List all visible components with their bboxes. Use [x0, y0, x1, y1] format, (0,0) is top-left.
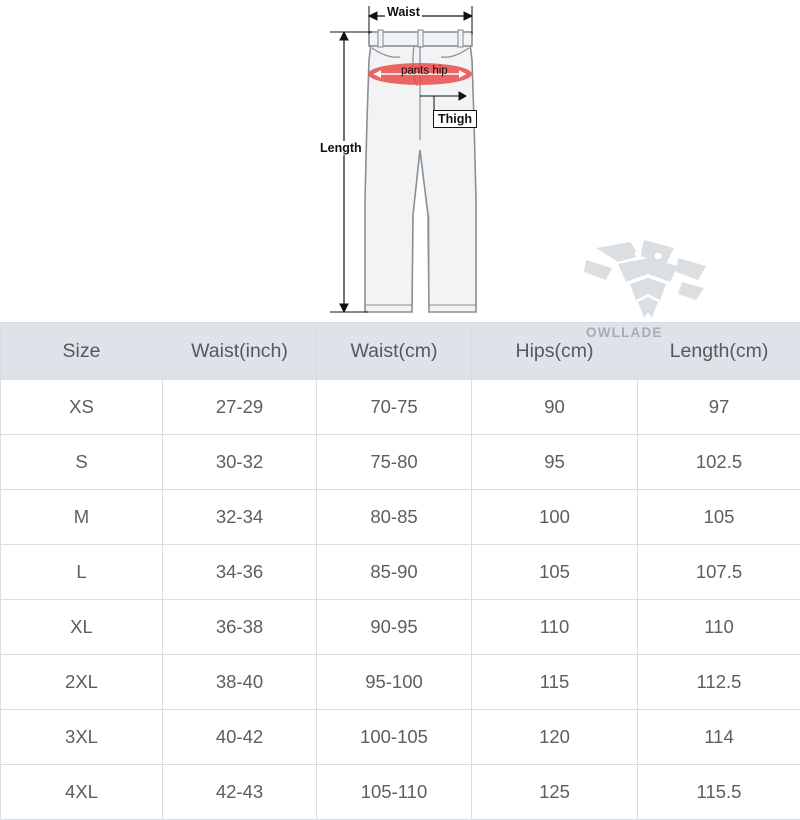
cell-length-cm: 105: [638, 490, 800, 545]
cell-hips-cm: 125: [472, 765, 638, 820]
cell-waist-inch: 30-32: [163, 435, 317, 490]
column-header-waist-inch: Waist(inch): [163, 323, 317, 380]
cell-length-cm: 110: [638, 600, 800, 655]
cell-waist-cm: 80-85: [317, 490, 472, 545]
cell-size: 2XL: [1, 655, 163, 710]
cell-waist-cm: 70-75: [317, 380, 472, 435]
cell-hips-cm: 105: [472, 545, 638, 600]
cell-waist-cm: 75-80: [317, 435, 472, 490]
owl-logo-icon: [578, 238, 723, 328]
cell-waist-inch: 38-40: [163, 655, 317, 710]
cell-length-cm: 102.5: [638, 435, 800, 490]
cell-hips-cm: 90: [472, 380, 638, 435]
cell-waist-cm: 90-95: [317, 600, 472, 655]
table-row: [1, 545, 800, 600]
column-header-hips-cm: Hips(cm): [472, 323, 638, 380]
cell-length-cm: 114: [638, 710, 800, 765]
table-header-row: [1, 323, 800, 380]
table-row: [1, 710, 800, 765]
cell-waist-inch: 27-29: [163, 380, 317, 435]
cell-waist-cm: 85-90: [317, 545, 472, 600]
cell-hips-cm: 115: [472, 655, 638, 710]
cell-waist-inch: 40-42: [163, 710, 317, 765]
cell-hips-cm: 100: [472, 490, 638, 545]
table-row: [1, 435, 800, 490]
pants-hip-label: pants hip: [399, 64, 450, 78]
cell-waist-cm: 95-100: [317, 655, 472, 710]
cell-size: M: [1, 490, 163, 545]
cell-length-cm: 107.5: [638, 545, 800, 600]
table-row: [1, 600, 800, 655]
thigh-label: Thigh: [433, 110, 477, 128]
cell-length-cm: 97: [638, 380, 800, 435]
cell-size: XL: [1, 600, 163, 655]
cell-hips-cm: 120: [472, 710, 638, 765]
cell-size: L: [1, 545, 163, 600]
cell-waist-inch: 34-36: [163, 545, 317, 600]
table-row: [1, 655, 800, 710]
cell-waist-cm: 105-110: [317, 765, 472, 820]
cell-hips-cm: 110: [472, 600, 638, 655]
size-chart-table: [0, 322, 800, 820]
brand-name: OWLLADE: [586, 325, 663, 340]
table-row: [1, 765, 800, 820]
cell-length-cm: 112.5: [638, 655, 800, 710]
cell-waist-inch: 36-38: [163, 600, 317, 655]
cell-hips-cm: 95: [472, 435, 638, 490]
column-header-size: Size: [1, 323, 163, 380]
cell-waist-inch: 42-43: [163, 765, 317, 820]
waist-label: Waist: [385, 5, 422, 19]
cell-waist-cm: 100-105: [317, 710, 472, 765]
table-row: [1, 380, 800, 435]
cell-waist-inch: 32-34: [163, 490, 317, 545]
cell-length-cm: 115.5: [638, 765, 800, 820]
length-label: Length: [318, 141, 364, 155]
cell-size: XS: [1, 380, 163, 435]
column-header-length-cm: Length(cm): [638, 323, 800, 380]
size-diagram: [0, 0, 800, 322]
column-header-waist-cm: Waist(cm): [317, 323, 472, 380]
cell-size: 4XL: [1, 765, 163, 820]
cell-size: S: [1, 435, 163, 490]
cell-size: 3XL: [1, 710, 163, 765]
table-row: [1, 490, 800, 545]
